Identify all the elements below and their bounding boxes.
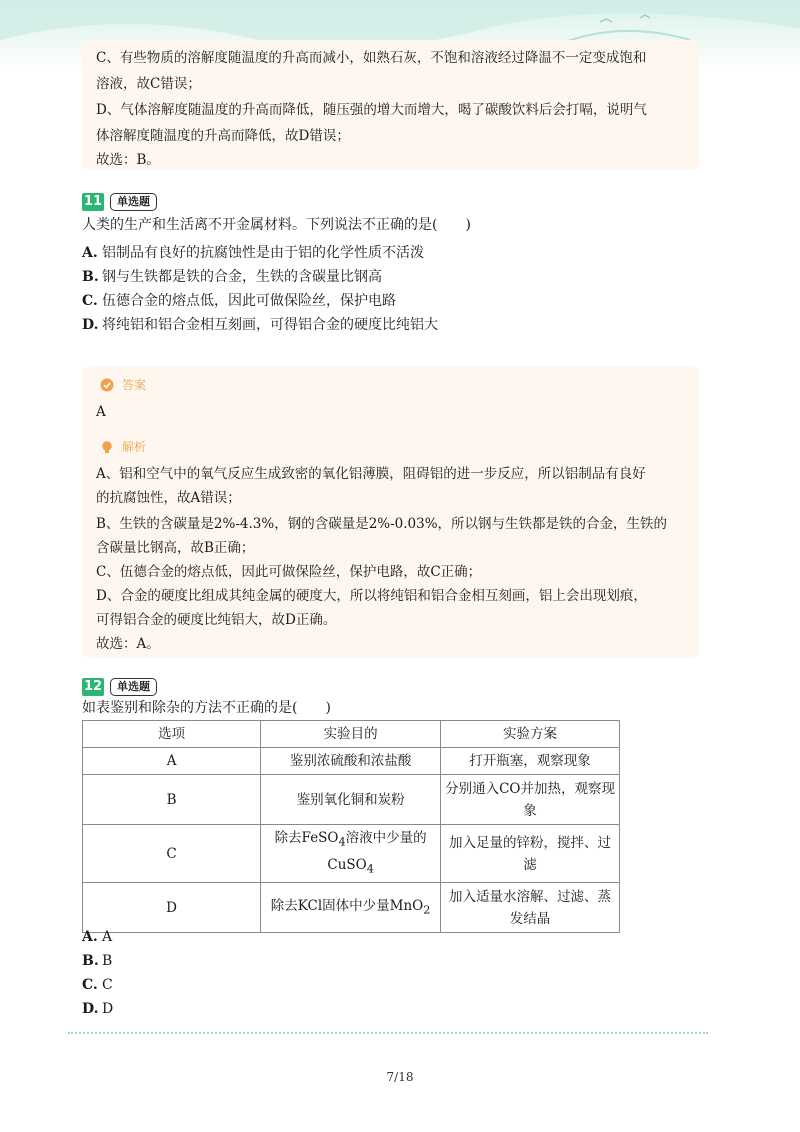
table-header-row: [83, 721, 620, 748]
formula-text: 除去KCl固体中少量MnO: [270, 897, 424, 914]
analysis-line: C、伍德合金的熔点低，因此可做保险丝，保护电路，故C正确；: [96, 564, 482, 580]
option-label: B.: [82, 953, 99, 969]
analysis-line: 含碳量比钢高，故B正确；: [96, 540, 255, 556]
option-label: A.: [82, 245, 98, 261]
table-row: [83, 883, 620, 933]
answer-tag: 答案: [122, 378, 147, 392]
analysis-line: A、铝和空气中的氧气反应生成致密的氧化铝薄膜，阻碍铝的进一步反应，所以铝制品有良好: [96, 466, 646, 482]
option-d[interactable]: [82, 314, 438, 336]
table-cell: A: [83, 748, 261, 775]
table-cell: [261, 883, 441, 933]
question-stem: 如表鉴别和除杂的方法不正确的是( ): [82, 700, 331, 716]
table-header-cell: 实验目的: [261, 721, 441, 748]
formula-subscript: 4: [366, 862, 374, 876]
page-number: 7/18: [386, 1070, 414, 1084]
table-cell: 分别通入CO并加热，观察现象: [441, 775, 620, 825]
table-row: [83, 748, 620, 775]
table-cell: 加入足量的锌粉，搅拌、过滤: [441, 825, 620, 883]
table-row: [83, 775, 620, 825]
option-b[interactable]: [82, 950, 112, 972]
analysis-line: 可得铝合金的硬度比纯铝大，故D正确。: [96, 612, 337, 628]
option-text: 钢与生铁都是铁的合金，生铁的含碳量比钢高: [102, 269, 382, 285]
option-a[interactable]: [82, 242, 424, 264]
table-cell: B: [83, 775, 261, 825]
analysis-line: D、合金的硬度比组成其纯金属的硬度大，所以将纯铝和铝合金相互刻画，铝上会出现划痕，: [96, 588, 647, 604]
analysis-line: 的抗腐蚀性，故A错误；: [96, 490, 241, 506]
answer-value: A: [96, 404, 106, 420]
question-type-badge: 单选题: [110, 678, 157, 696]
option-label: D.: [82, 317, 99, 333]
table-cell: D: [83, 883, 261, 933]
formula-subscript: 4: [338, 835, 346, 849]
analysis-line: 溶液，故C错误；: [96, 76, 201, 92]
analysis-line: 故选：A。: [96, 636, 160, 652]
analysis-line: 体溶解度随温度的升高而降低，故D错误；: [96, 128, 350, 144]
option-text: C: [102, 977, 113, 993]
option-b[interactable]: [82, 266, 382, 288]
table-row: [83, 825, 620, 883]
table-header-cell: 实验方案: [441, 721, 620, 748]
option-c[interactable]: [82, 974, 113, 996]
table-cell: C: [83, 825, 261, 883]
option-label: C.: [82, 293, 98, 309]
option-text: 将纯铝和铝合金相互刻画，可得铝合金的硬度比纯铝大: [102, 317, 438, 333]
table-cell: 打开瓶塞，观察现象: [441, 748, 620, 775]
answer-analysis-box: [82, 366, 699, 658]
option-a[interactable]: [82, 926, 112, 948]
option-d[interactable]: [82, 998, 113, 1020]
prev-analysis-box: [82, 40, 699, 170]
table-header-cell: 选项: [83, 721, 261, 748]
analysis-line: D、气体溶解度随温度的升高而降低，随压强的增大而增大，喝了碳酸饮料后会打嗝，说明气: [96, 102, 647, 118]
analysis-tag: 解析: [122, 440, 147, 454]
table-cell: [261, 825, 441, 883]
option-text: D: [102, 1001, 114, 1017]
option-label: B.: [82, 269, 99, 285]
question-type-badge: 单选题: [110, 193, 157, 211]
formula-text: CuSO: [327, 856, 367, 873]
lightbulb-icon: [100, 440, 114, 454]
analysis-line: B、生铁的含碳量是2%-4.3%，钢的含碳量是2%-0.03%，所以钢与生铁都是铁的合金，生铁的: [96, 516, 668, 532]
option-label: D.: [82, 1001, 99, 1017]
footer-divider: [68, 1032, 708, 1034]
option-label: C.: [82, 977, 98, 993]
question-number-badge: 11: [83, 194, 103, 209]
option-label: A.: [82, 929, 98, 945]
experiment-table: [82, 720, 620, 933]
formula-text: 除去FeSO: [274, 830, 339, 846]
option-text: B: [102, 953, 113, 969]
table-cell: 鉴别氧化铜和炭粉: [261, 775, 441, 825]
table-cell: 加入适量水溶解、过滤、蒸发结晶: [441, 883, 620, 933]
question-stem: 人类的生产和生活离不开金属材料。下列说法不正确的是( ): [82, 217, 471, 233]
option-c[interactable]: [82, 290, 396, 312]
table-cell: 鉴别浓硫酸和浓盐酸: [261, 748, 441, 775]
analysis-line: C、有些物质的溶解度随温度的升高而减小，如熟石灰，不饱和溶液经过降温不一定变成饱和: [96, 50, 647, 66]
option-text: 伍德合金的熔点低，因此可做保险丝，保护电路: [102, 293, 396, 309]
formula-text: 溶液中少量的: [345, 830, 427, 846]
check-circle-icon: [100, 378, 114, 392]
option-text: 铝制品有良好的抗腐蚀性是由于铝的化学性质不活泼: [102, 245, 424, 261]
option-text: A: [102, 929, 113, 945]
analysis-line: 故选：B。: [96, 152, 160, 168]
formula-subscript: 2: [423, 903, 431, 917]
question-number-badge: 12: [83, 679, 103, 694]
